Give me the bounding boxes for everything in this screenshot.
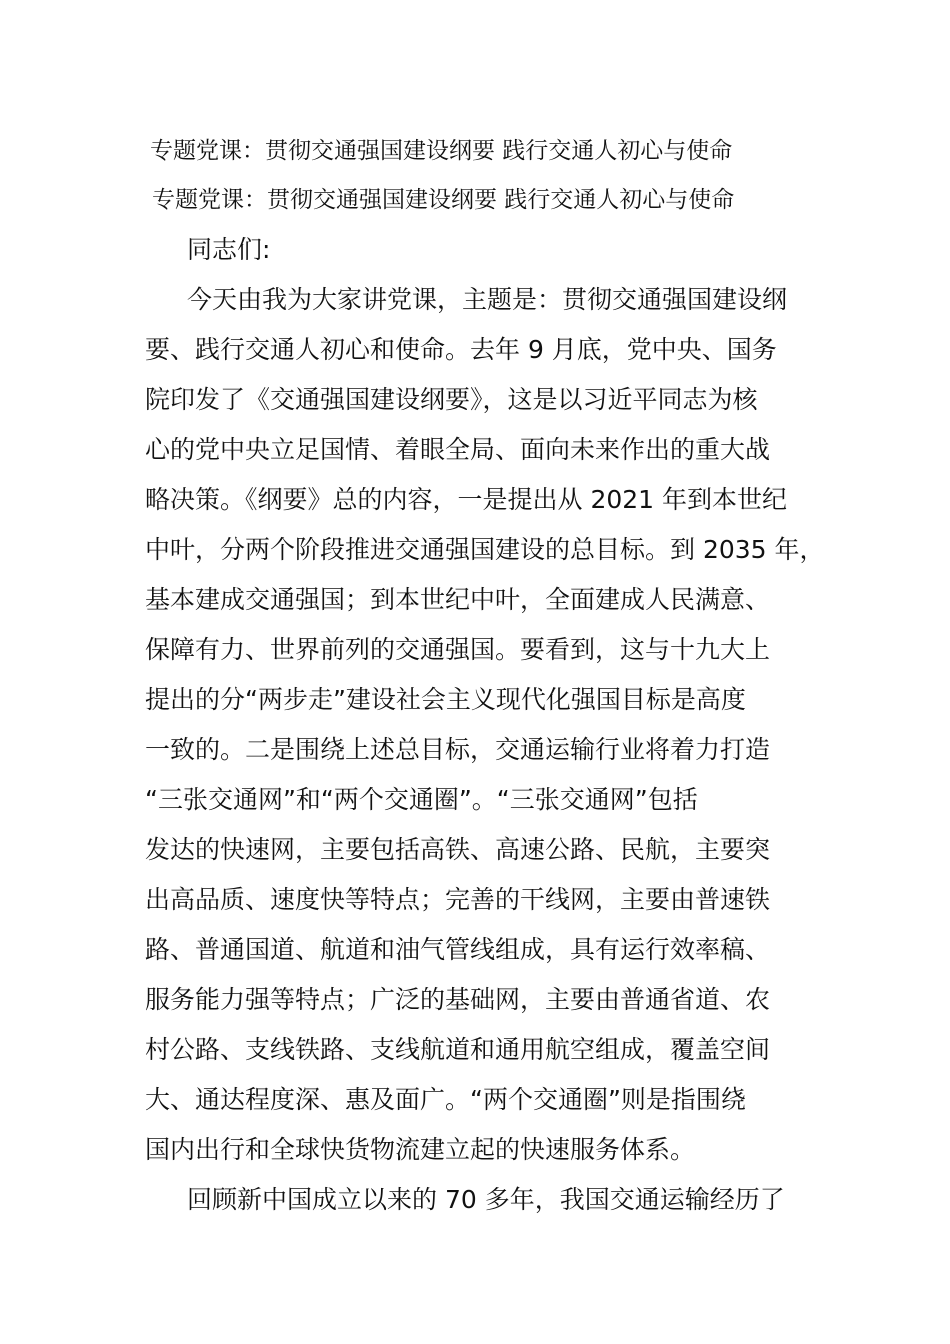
paragraph-line: 要、践行交通人初心和使命。去年 9 月底，党中央、国务 [145, 335, 777, 364]
paragraph-line: 村公路、支线铁路、支线航道和通用航空组成，覆盖空间 [145, 1035, 771, 1064]
salutation: 同志们: [187, 235, 271, 264]
paragraph-line: 今天由我为大家讲党课，主题是：贯彻交通强国建设纲 [187, 285, 788, 314]
paragraph-line: 保障有力、世界前列的交通强国。要看到，这与十九大上 [145, 635, 771, 664]
paragraph-line: 路、普通国道、航道和油气管线组成，具有运行效率稿、 [145, 935, 771, 964]
paragraph-line: 一致的。二是围绕上述总目标，交通运输行业将着力打造 [145, 735, 771, 764]
paragraph-line: 国内出行和全球快货物流建立起的快速服务体系。 [145, 1135, 696, 1164]
paragraph-line: 院印发了《交通强国建设纲要》，这是以习近平同志为核 [145, 385, 758, 414]
paragraph-line: “三张交通网”和“两个交通圈”。“三张交通网”包括 [145, 785, 698, 814]
paragraph-line: 基本建成交通强国；到本世纪中叶，全面建成人民满意、 [145, 585, 771, 614]
paragraph-line: 略决策。《纲要》总的内容，一是提出从 2021 年到本世纪 [145, 485, 788, 514]
paragraph-line: 发达的快速网，主要包括高铁、高速公路、民航，主要突 [145, 835, 771, 864]
paragraph-line: 服务能力强等特点；广泛的基础网，主要由普通省道、农 [145, 985, 771, 1014]
paragraph-line: 心的党中央立足国情、着眼全局、面向未来作出的重大战 [145, 435, 771, 464]
document-title-repeat: 专题党课：贯彻交通强国建设纲要 践行交通人初心与使命 [152, 187, 735, 213]
document-title: 专题党课：贯彻交通强国建设纲要 践行交通人初心与使命 [150, 138, 733, 164]
paragraph-line: 回顾新中国成立以来的 70 多年，我国交通运输经历了 [187, 1185, 785, 1214]
paragraph-line: 提出的分“两步走”建设社会主义现代化强国目标是高度 [145, 685, 746, 714]
paragraph-line: 中叶，分两个阶段推进交通强国建设的总目标。到 2035 年， [145, 535, 825, 564]
paragraph-line: 大、通达程度深、惠及面广。“两个交通圈”则是指围绕 [145, 1085, 746, 1114]
paragraph-line: 出高品质、速度快等特点；完善的干线网，主要由普速铁 [145, 885, 771, 914]
